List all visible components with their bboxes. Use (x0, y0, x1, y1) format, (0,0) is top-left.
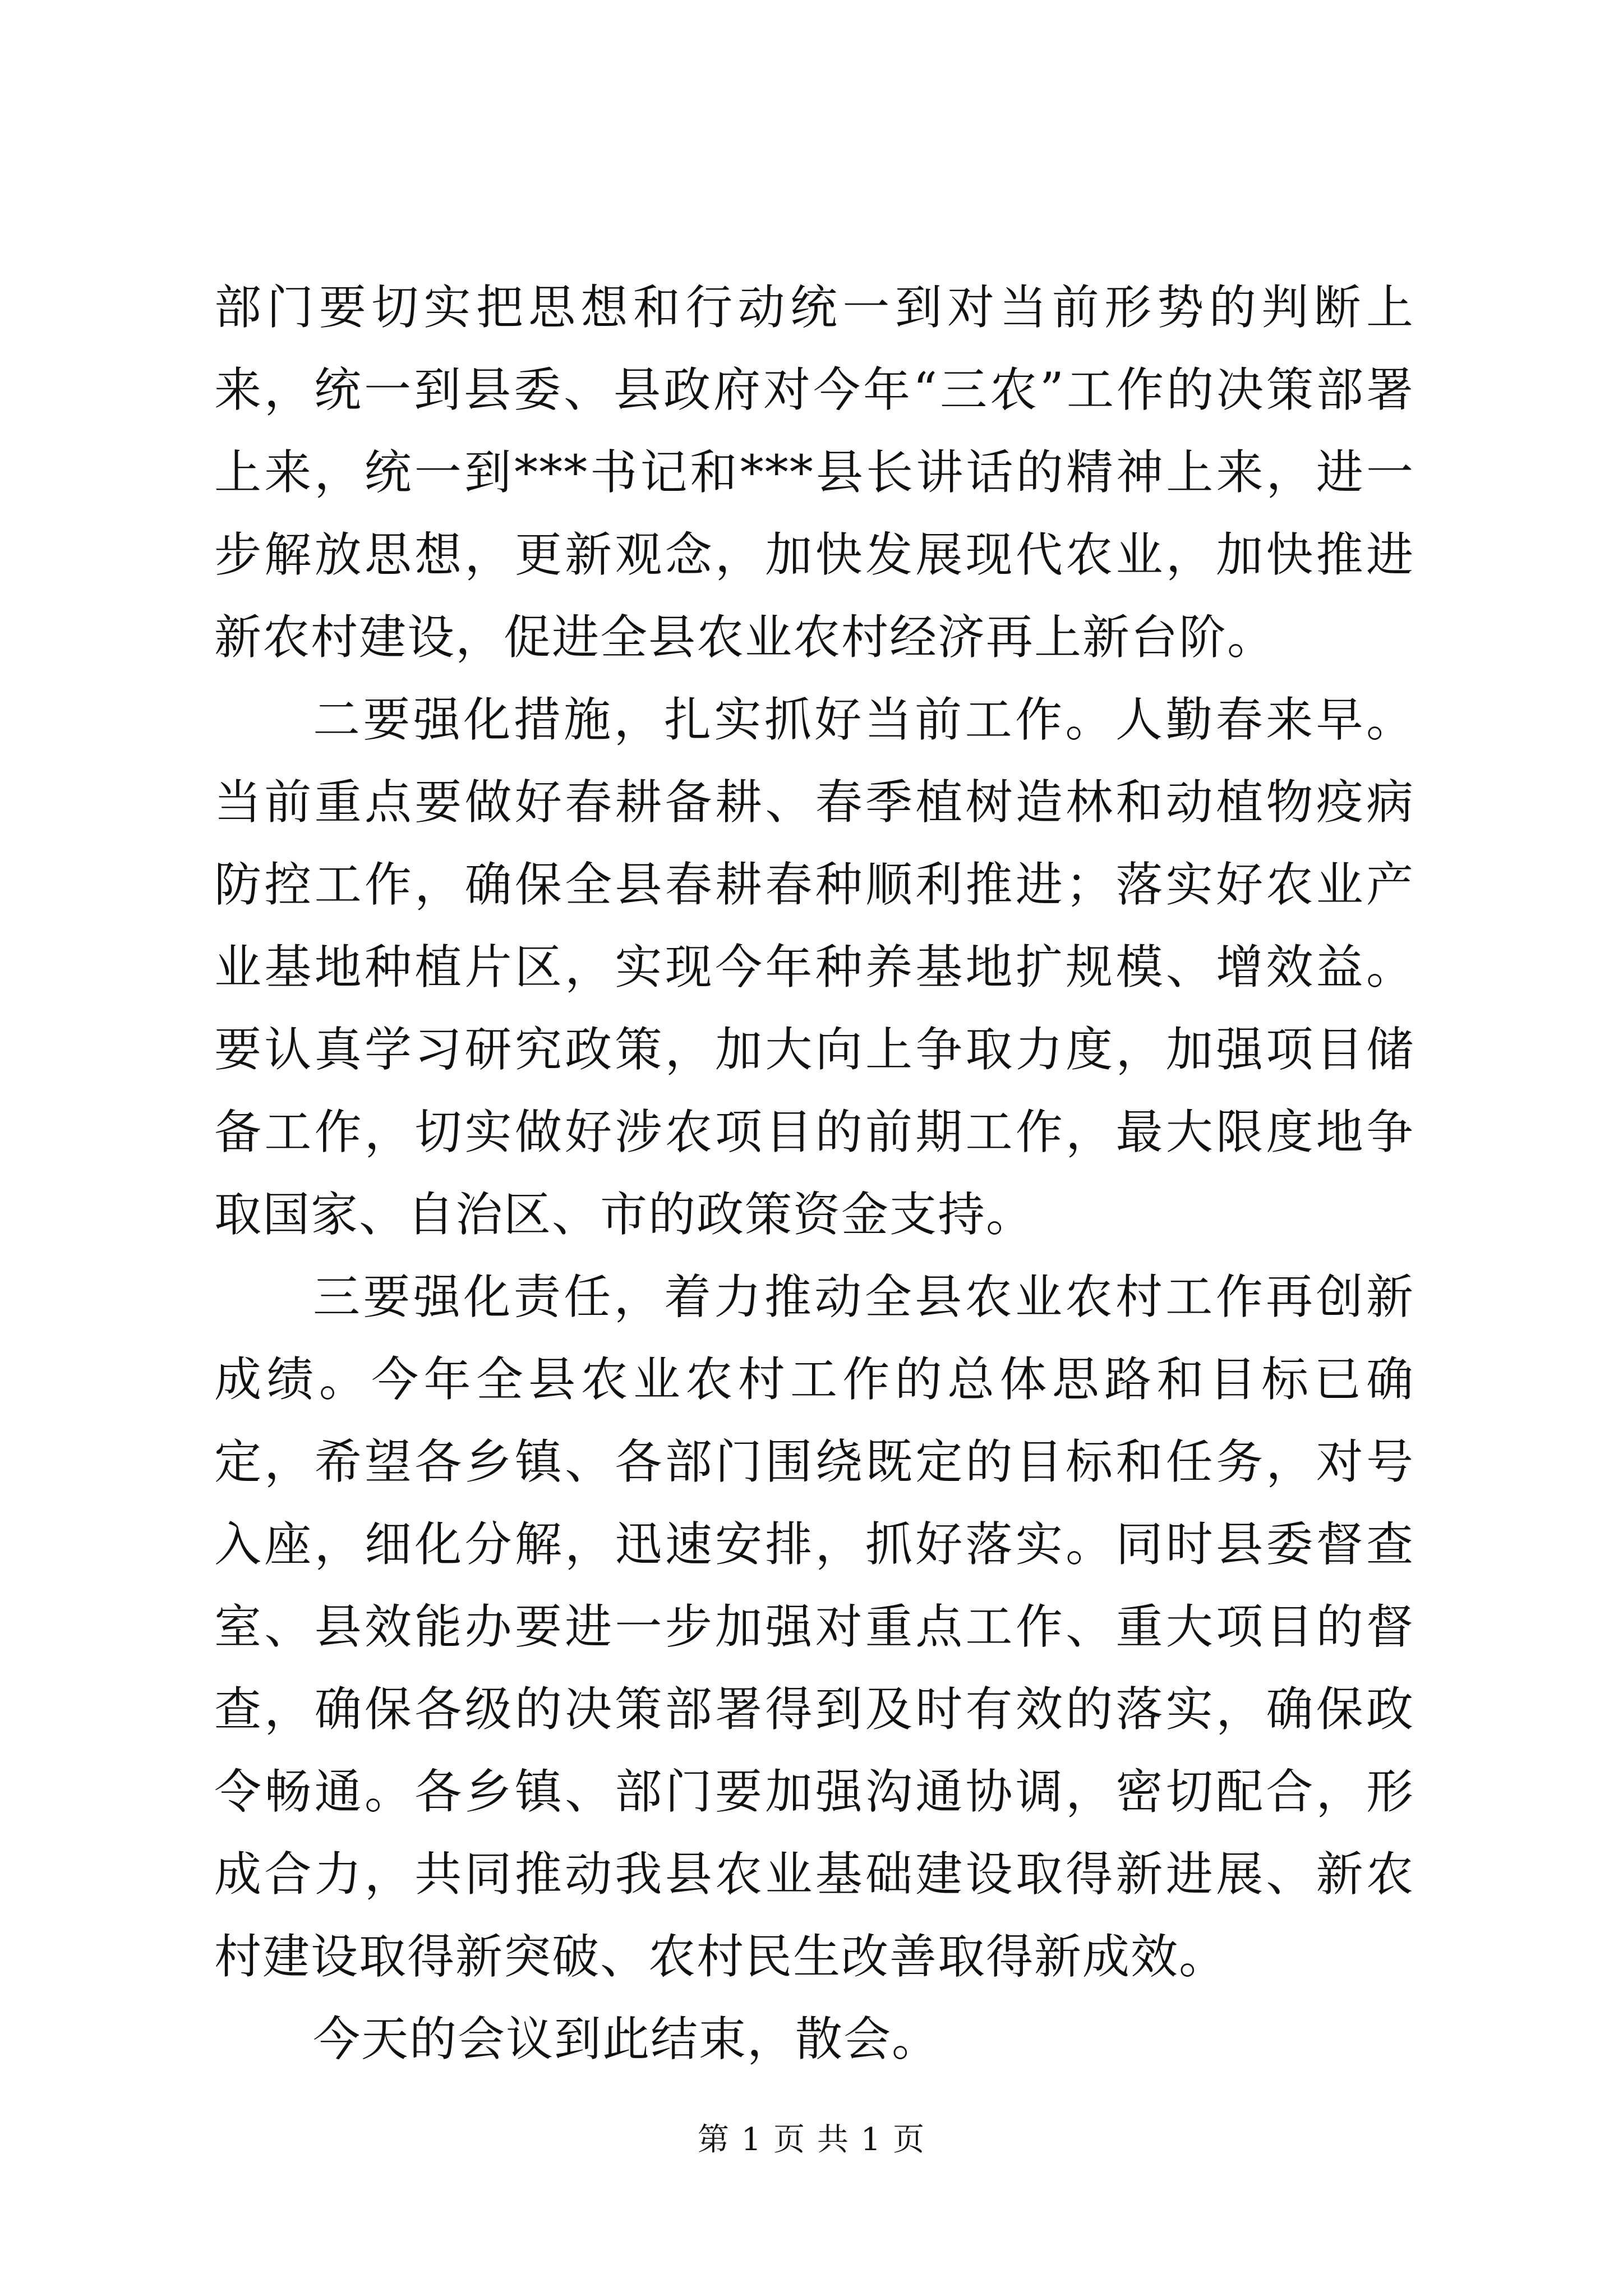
paragraph-strengthen-responsibility: 三要强化责任，着力推动全县农业农村工作再创新成绩。今年全县农业农村工作的总体思路和目标已确定，希望各乡镇、各部门围绕既定的目标和任务，对号入座，细化分解，迅速安排，抓好落实。同时县委督查室、县效能办要进一步加强对重点工作、重大项目的督查，确保各级的决策部署得到及时有效的落实，确保政令畅通。各乡镇、部门要加强沟通协调，密切配合，形成合力，共同推动我县农业基础建设取得新进展、新农村建设取得新突破、农村民生改善取得新成效。 (214, 1269, 1414, 1984)
paragraph-continuation: 部门要切实把思想和行动统一到对当前形势的判断上来，统一到县委、县政府对今年“三农”工作的决策部署上来，统一到***书记和***县长讲话的精神上来，进一步解放思想，更新观念，加快发展现代农业，加快推进新农村建设，促进全县农业农村经济再上新台阶。 (214, 280, 1414, 665)
paragraph-strengthen-measures: 二要强化措施，扎实抓好当前工作。人勤春来早。当前重点要做好春耕备耕、春季植树造林和动植物疫病防控工作，确保全县春耕春种顺利推进；落实好农业产业基地种植片区，实现今年种养基地扩规模、增效益。要认真学习研究政策，加大向上争取力度，加强项目储备工作，切实做好涉农项目的前期工作，最大限度地争取国家、自治区、市的政策资金支持。 (214, 692, 1414, 1242)
page-footer: 第 1 页 共 1 页 (697, 2122, 926, 2158)
document-body (214, 266, 1414, 2081)
paragraph-closing: 今天的会议到此结束，散会。 (313, 2012, 940, 2067)
